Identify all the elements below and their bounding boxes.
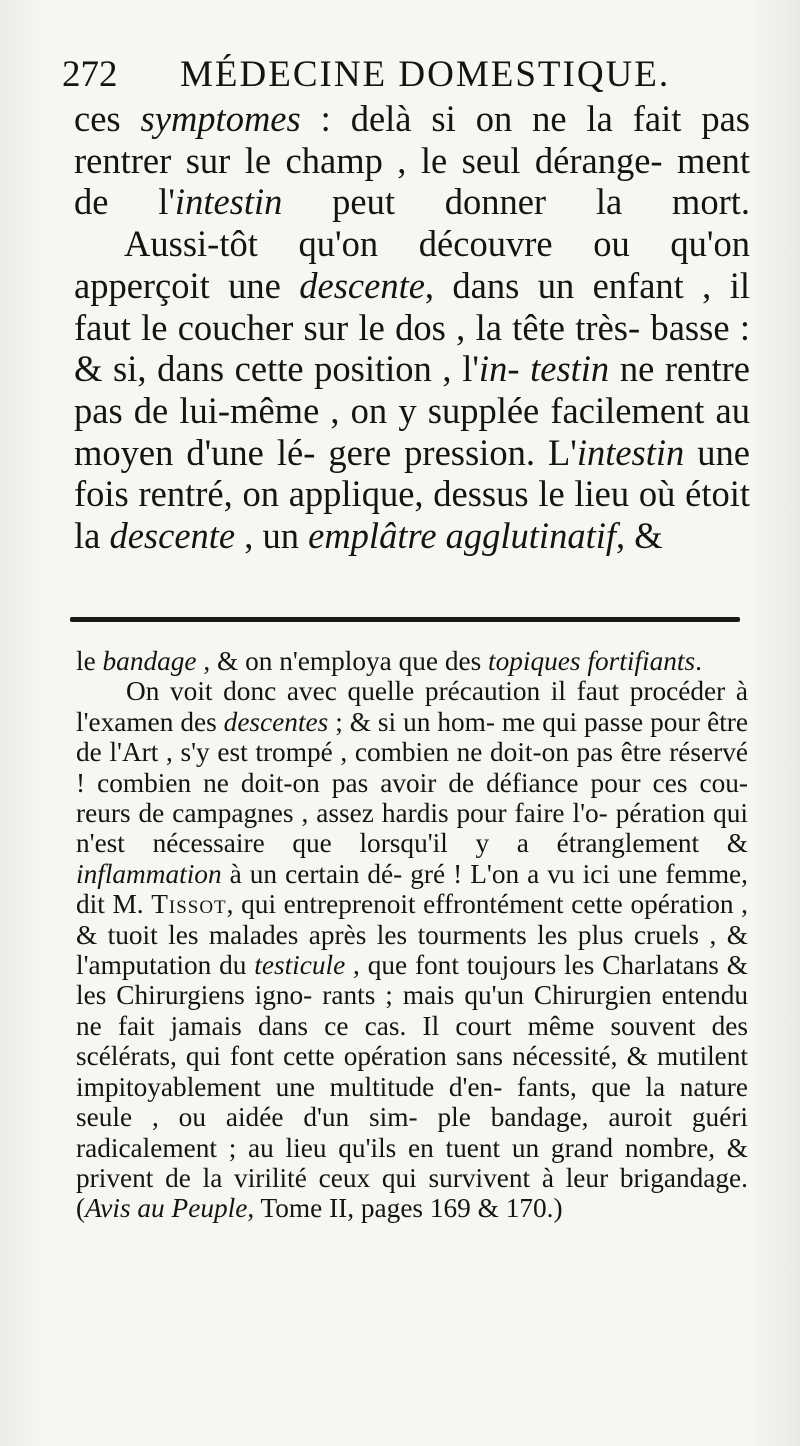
running-head: [62, 52, 762, 98]
author-name: Tissot: [151, 889, 227, 920]
footnote: [76, 646, 748, 1224]
footnote-paragraph-1: le bandage , & on n'employa que des topiques fortifiants.: [76, 646, 702, 676]
main-text: [74, 98, 750, 557]
running-title: MÉDECINE DOMESTIQUE.: [180, 54, 671, 95]
citation: (Avis au Peuple, Tome II, pages 169 & 170.): [76, 1193, 563, 1224]
main-paragraph-1: ces symptomes : delà si on ne la fait pas rentrer sur le champ , le seul dérange- ment de l'intestin peut donner la mort.: [74, 98, 751, 223]
page-number: 272: [62, 54, 118, 95]
footnote-paragraph-2: On voit donc avec quelle précaution il faut procéder à l'examen des descentes ; & si un hom- me qui passe pour être de l'Art , s'y est trompé , combien ne doit-on pas être réservé ! combien ne doit-on pas avoir de défiance pour ces cou- reurs de campagnes , assez hardis pour faire l'o- pération qui n'est nécessaire que lorsqu'il y a étranglement & inflammation à un certain dé- gré ! L'on a vu ici une femme, dit M. Tissot, qui entreprenoit effrontément cette opération , & tuoit les malades après les tourments les plus cruels , & l'amputation du testicule , que font toujours les Charlatans & les Chirurgiens igno- rants ; mais qu'un Chirurgien entendu ne fait jamais dans ce cas. Il court même souvent des scélérats, qui font cette opération sans nécessité, & mutilent impitoyablement une multitude d'en- fants, que la nature seule , ou aidée d'un sim- ple bandage, auroit guéri radicalement ; au lieu qu'ils en tuent un grand nombre, & privent de la virilité ceux qui survivent à leur brigandage. (Avis au Peuple, Tome II, pages 169 & 170.): [76, 676, 749, 1224]
main-paragraph-2: Aussi-tôt qu'on découvre ou qu'on apperçoit une descente, dans un enfant , il faut le coucher sur le dos , la tête très- basse : & si, dans cette position , l'in- testin ne rentre pas de lui-même , on y supplée facilement au moyen d'une lé- gere pression. L'intestin une fois rentré, on applique, dessus le lieu où étoit la descente , un emplâtre agglutinatif, &: [74, 223, 751, 557]
footnote-rule: [70, 617, 740, 622]
